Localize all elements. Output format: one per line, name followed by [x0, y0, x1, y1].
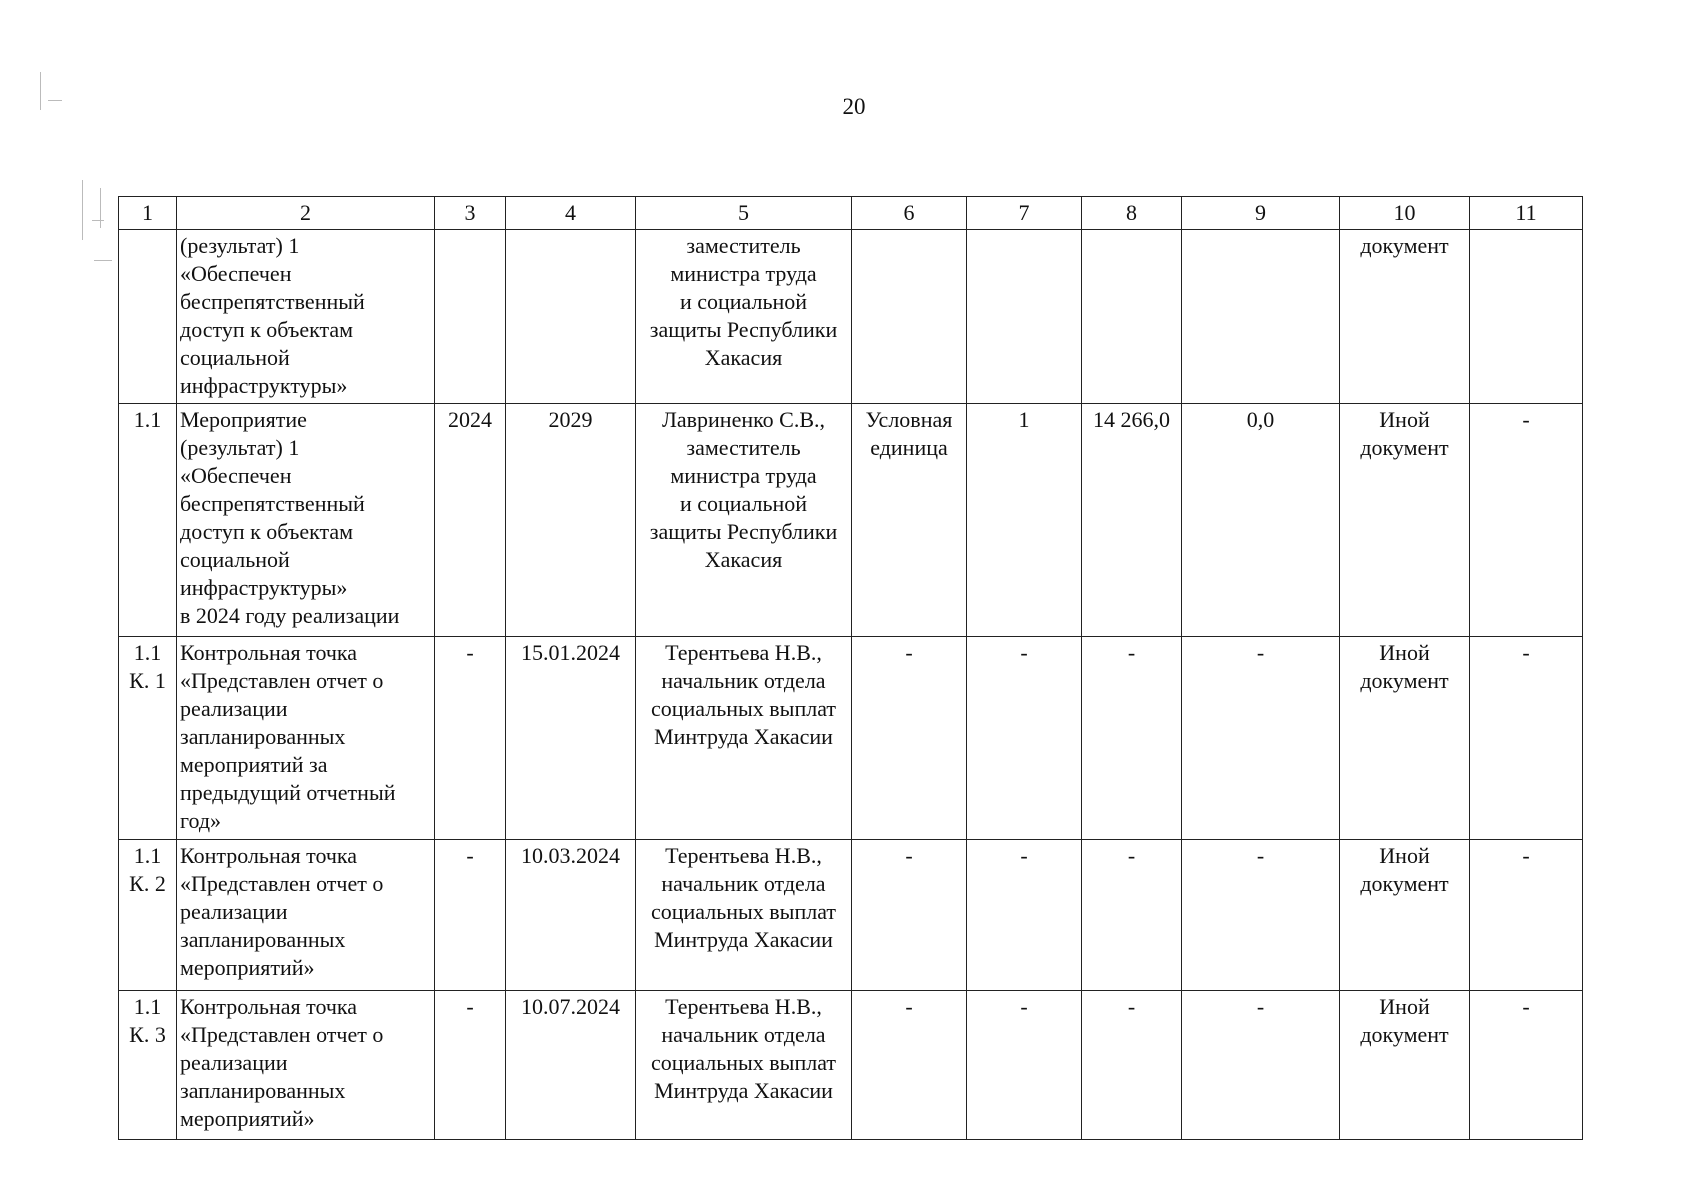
end-date-cell: 10.07.2024 — [506, 991, 636, 1140]
unit-cell: - — [852, 840, 967, 991]
note-cell: - — [1470, 840, 1583, 991]
note-cell: - — [1470, 404, 1583, 637]
value-cell: - — [967, 991, 1082, 1140]
document-type-cell: Иной документ — [1340, 991, 1470, 1140]
table-row — [119, 840, 1583, 991]
start-year-cell: - — [435, 840, 506, 991]
document-type-cell: Иной документ — [1340, 840, 1470, 991]
event-name-cell: Контрольная точка «Представлен отчет о реализации запланированных мероприятий» — [177, 840, 435, 991]
amount-cell: - — [1082, 637, 1182, 840]
column-header: 11 — [1470, 197, 1583, 230]
amount-cell: - — [1182, 991, 1340, 1140]
value-cell — [967, 230, 1082, 404]
column-header: 6 — [852, 197, 967, 230]
amount-cell — [1082, 230, 1182, 404]
end-date-cell: 15.01.2024 — [506, 637, 636, 840]
event-name-cell: Контрольная точка «Представлен отчет о реализации запланированных мероприятий» — [177, 991, 435, 1140]
row-number-cell: 1.1 К. 2 — [119, 840, 177, 991]
end-date-cell: 2029 — [506, 404, 636, 637]
note-cell: - — [1470, 991, 1583, 1140]
start-year-cell — [435, 230, 506, 404]
row-number-cell: 1.1 — [119, 404, 177, 637]
responsible-cell: Терентьева Н.В., начальник отдела социальных выплат Минтруда Хакасии — [636, 840, 852, 991]
scan-artifact — [38, 70, 118, 290]
event-name-cell: Контрольная точка «Представлен отчет о реализации запланированных мероприятий за предыдущий отчетный год» — [177, 637, 435, 840]
unit-cell: - — [852, 637, 967, 840]
amount-cell: - — [1182, 840, 1340, 991]
column-header: 2 — [177, 197, 435, 230]
responsible-cell: заместитель министра труда и социальной защиты Республики Хакасия — [636, 230, 852, 404]
row-number-cell: 1.1 К. 1 — [119, 637, 177, 840]
table-row — [119, 991, 1583, 1140]
amount-cell: - — [1082, 991, 1182, 1140]
row-number-cell — [119, 230, 177, 404]
responsible-cell: Терентьева Н.В., начальник отдела социальных выплат Минтруда Хакасии — [636, 991, 852, 1140]
note-cell — [1470, 230, 1583, 404]
plan-table — [118, 196, 1583, 1140]
column-header: 5 — [636, 197, 852, 230]
responsible-cell: Лавриненко С.В., заместитель министра труда и социальной защиты Республики Хакасия — [636, 404, 852, 637]
column-header: 9 — [1182, 197, 1340, 230]
document-type-cell: Иной документ — [1340, 637, 1470, 840]
amount-cell: 0,0 — [1182, 404, 1340, 637]
column-header: 3 — [435, 197, 506, 230]
amount-cell: - — [1082, 840, 1182, 991]
document-type-cell: документ — [1340, 230, 1470, 404]
amount-cell — [1182, 230, 1340, 404]
table-row — [119, 404, 1583, 637]
end-date-cell — [506, 230, 636, 404]
column-header: 4 — [506, 197, 636, 230]
column-header: 8 — [1082, 197, 1182, 230]
table-row — [119, 230, 1583, 404]
unit-cell — [852, 230, 967, 404]
end-date-cell: 10.03.2024 — [506, 840, 636, 991]
value-cell: - — [967, 840, 1082, 991]
start-year-cell: - — [435, 991, 506, 1140]
responsible-cell: Терентьева Н.В., начальник отдела социальных выплат Минтруда Хакасии — [636, 637, 852, 840]
header-row — [119, 197, 1583, 230]
row-number-cell: 1.1 К. 3 — [119, 991, 177, 1140]
start-year-cell: - — [435, 637, 506, 840]
start-year-cell: 2024 — [435, 404, 506, 637]
event-name-cell: Мероприятие (результат) 1 «Обеспечен беспрепятственный доступ к объектам социальной инфраструктуры» в 2024 году реализации — [177, 404, 435, 637]
value-cell: 1 — [967, 404, 1082, 637]
event-name-cell: (результат) 1 «Обеспечен беспрепятственный доступ к объектам социальной инфраструктуры» — [177, 230, 435, 404]
column-header: 1 — [119, 197, 177, 230]
unit-cell: - — [852, 991, 967, 1140]
amount-cell: 14 266,0 — [1082, 404, 1182, 637]
column-header: 10 — [1340, 197, 1470, 230]
document-type-cell: Иной документ — [1340, 404, 1470, 637]
unit-cell: Условная единица — [852, 404, 967, 637]
amount-cell: - — [1182, 637, 1340, 840]
column-header: 7 — [967, 197, 1082, 230]
note-cell: - — [1470, 637, 1583, 840]
table-row — [119, 637, 1583, 840]
value-cell: - — [967, 637, 1082, 840]
page-number: 20 — [842, 94, 866, 119]
